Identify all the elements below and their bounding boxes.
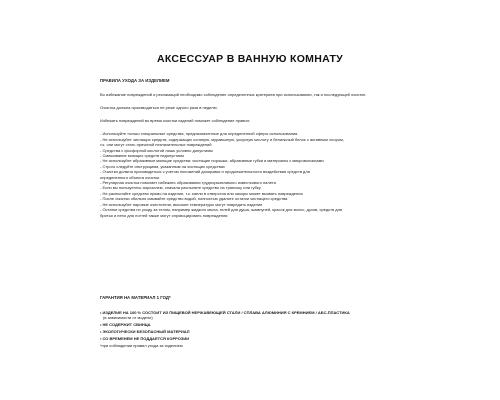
list-item: - Используйте только специальные средства, предназначенные для определенной сферы использования. <box>100 131 299 137</box>
care-intro: Во избежание повреждений и рекламаций необходимо соблюдение определенных критериев при использовании, так и последующей очистке. <box>100 92 367 98</box>
list-item: • НЕ СОДЕРЖИТ СВИНЦА <box>100 322 151 327</box>
list-item: определенного объекта очистки <box>100 174 160 180</box>
list-item: - Остатки средства по уходу за телом, например жидкого мыла, гелей для душа, шампуней, красок для волос, духов, средств для <box>100 207 343 213</box>
care-rules-list <box>100 131 400 218</box>
warranty-item-text: • ИЗДЕЛИЕ НА 100 % СОСТОИТ ИЗ ПИЩЕВОЙ НЕРЖАВЕЮЩЕЙ СТАЛИ / СПЛАВА АЛЮМИНИЯ С КРЕМНИЕМ / АБС-ПЛАСТИКА <box>100 310 350 315</box>
list-item: - Регулярная очистка помогает избежать образования труднорыхвлимого известкового налета <box>100 180 276 186</box>
list-item: • СО ВРЕМЕНЕМ НЕ ПОДДАЕТСЯ КОРРОЗИИ <box>100 336 190 341</box>
list-item: • ЭКОЛОГИЧЕСКИ БЕЗОПАСНЫЙ МАТЕРИАЛ <box>100 329 190 334</box>
page-title: АКСЕССУАР В ВАННУЮ КОМНАТУ <box>156 53 343 65</box>
list-item: бритья и пено для ногтей также могут спровоцировать повреждения <box>100 212 228 218</box>
list-item: - Очистка должна производиться с учетом положений дозировки и продолжительности воздействия средств для <box>100 169 310 175</box>
care-lead: Избежать повреждений во время очистки изделий поможет соблюдение правил: <box>100 118 251 124</box>
list-item: - Строго следуйте инструкциям, указанным на чистящих средствах <box>100 163 225 169</box>
list-item: - Не используйте абразивные моющие средства: чистящие порошки, абразивные губки и материалы с микроволокнами <box>100 158 324 164</box>
care-heading: ПРАВИЛА УХОДА ЗА ИЗДЕЛИЕМ <box>100 78 170 83</box>
list-item <box>100 309 400 321</box>
warranty-section <box>100 294 400 349</box>
list-item: - После очистки обильно смывайте средство водой, полностью удалите остатки чистящего средства <box>100 196 288 202</box>
list-item: - Если вы пользуетесь аэрозолем, сначала распылите средство на тряпочку или губку <box>100 185 261 191</box>
warranty-list <box>100 309 400 349</box>
warranty-sub-note: (в зависимости от модели) <box>103 315 153 320</box>
list-item: - Не используйте паровые очистители, высокие температуры могут повредить изделие <box>100 201 263 207</box>
warranty-footnote: *при соблюдении правил ухода за изделием <box>100 343 183 348</box>
list-item: - Средства с фосфорной кислотой лишь условно допустимы <box>100 147 213 153</box>
care-section <box>100 78 400 218</box>
list-item: - Не распыляйте средство прямо на изделие, т.к. капли в отверстия или зазоры может вызвать повреждения <box>100 190 303 196</box>
list-item: т.к. они могут стать причиной незначительных повреждений <box>100 142 212 148</box>
list-item: - Не используйте чистящих средств, содержащих соляную, муравьиную, уксусную кислоту и белильный белок с активным хлором, <box>100 136 344 142</box>
warranty-heading: ГАРАНТИЯ НА МАТЕРИАЛ 1 ГОД* <box>100 295 171 300</box>
care-frequency: Очистка должна производиться не реже одного раза в неделю. <box>100 105 218 111</box>
list-item: - Смешивание моющих средств недопустимо <box>100 153 185 159</box>
